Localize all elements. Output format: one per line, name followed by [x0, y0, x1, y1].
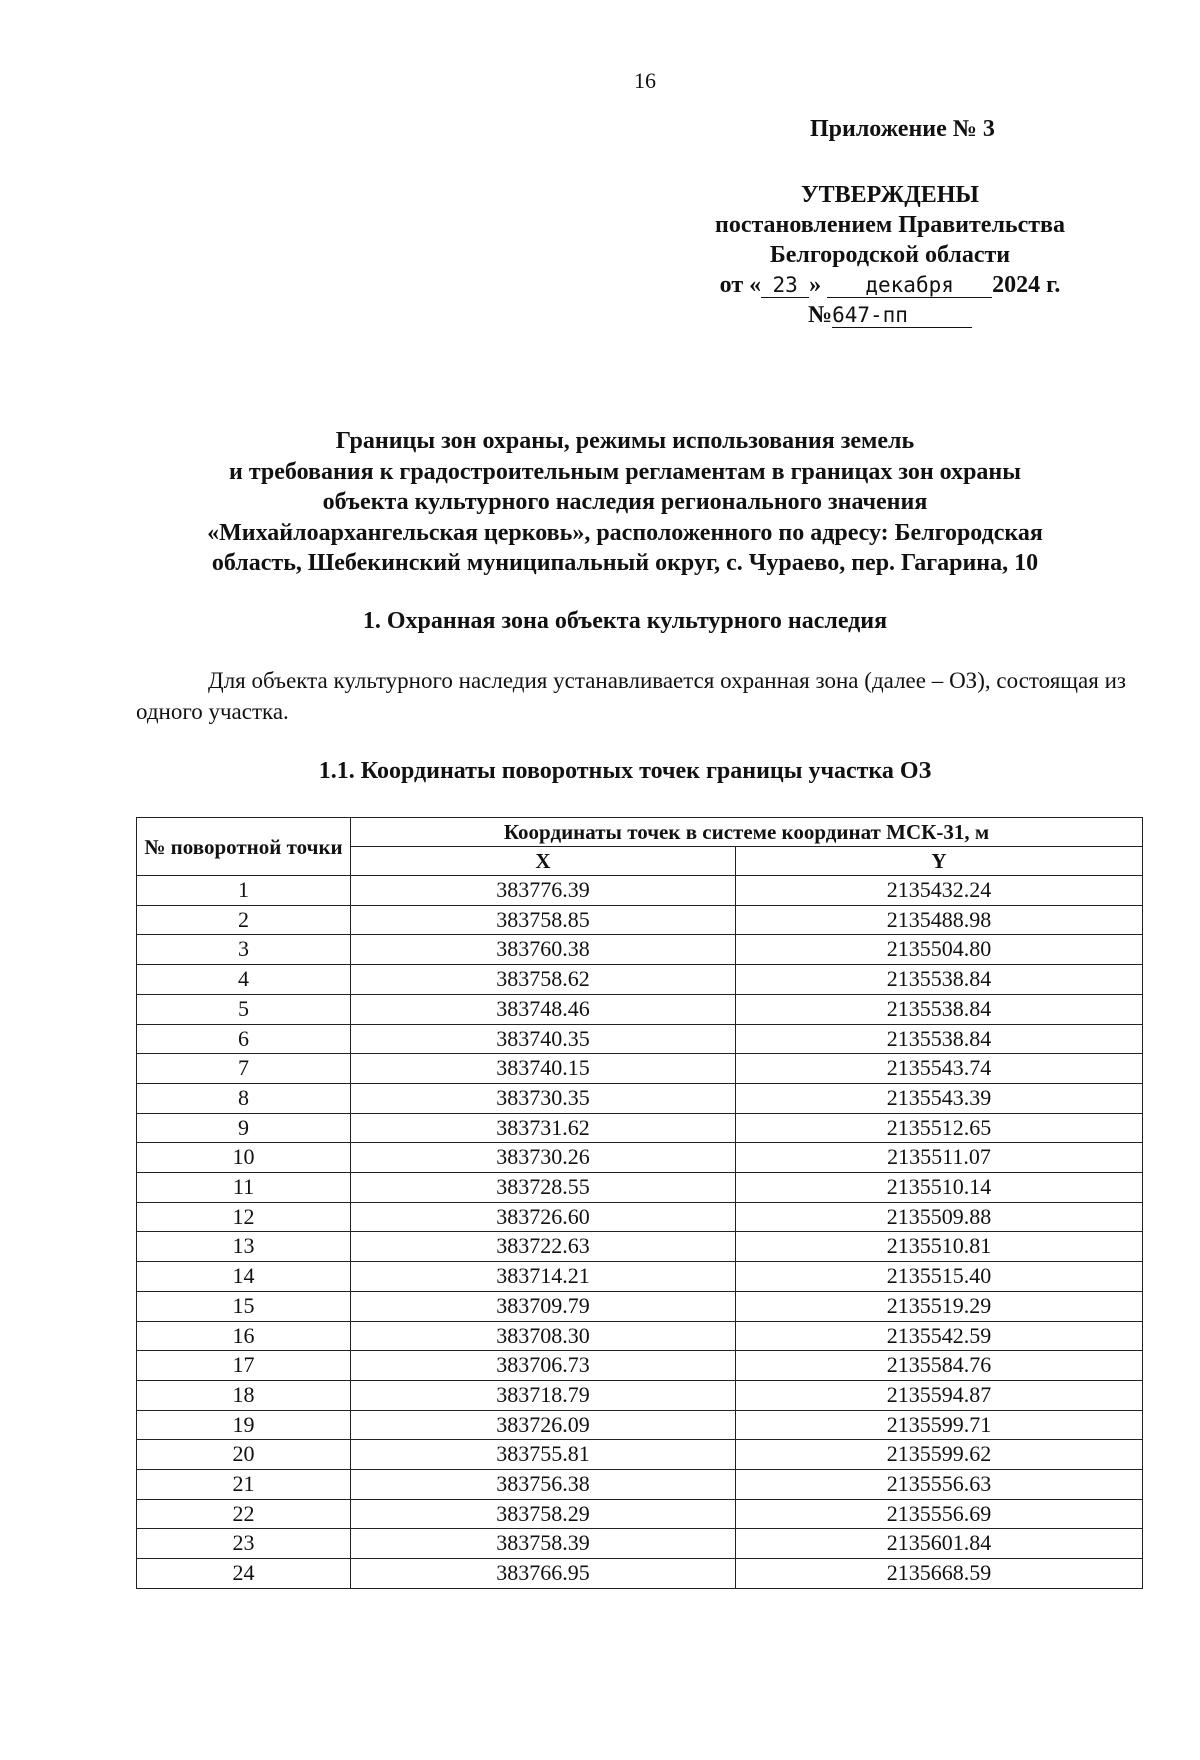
point-number-cell: 8 — [137, 1083, 351, 1113]
x-coordinate-cell: 383758.85 — [351, 905, 736, 935]
x-coordinate-cell: 383756.38 — [351, 1470, 736, 1500]
y-coordinate-cell: 2135509.88 — [736, 1202, 1143, 1232]
date-mid: » — [809, 272, 822, 298]
table-row — [137, 1024, 1143, 1054]
approved-label: УТВЕРЖДЕНЫ — [801, 182, 979, 208]
table-row — [137, 1380, 1143, 1410]
date-year: 2024 г. — [992, 272, 1061, 298]
point-number-cell: 11 — [137, 1173, 351, 1203]
y-coordinate-cell: 2135599.62 — [736, 1440, 1143, 1470]
x-coordinate-cell: 383740.35 — [351, 1024, 736, 1054]
y-coordinate-cell: 2135601.84 — [736, 1529, 1143, 1559]
y-coordinate-cell: 2135556.69 — [736, 1499, 1143, 1529]
document-title — [130, 426, 1120, 579]
table-row — [137, 1410, 1143, 1440]
point-number-cell: 6 — [137, 1024, 351, 1054]
x-coordinate-cell: 383722.63 — [351, 1232, 736, 1262]
appendix-label: Приложение № 3 — [810, 116, 995, 142]
table-row — [137, 1321, 1143, 1351]
y-coordinate-cell: 2135511.07 — [736, 1143, 1143, 1173]
point-number-cell: 4 — [137, 965, 351, 995]
x-coordinate-cell: 383726.09 — [351, 1410, 736, 1440]
table-row — [137, 1470, 1143, 1500]
table-row — [137, 1351, 1143, 1381]
table-row — [137, 965, 1143, 995]
table-row — [137, 905, 1143, 935]
table-row — [137, 1529, 1143, 1559]
x-coordinate-cell: 383748.46 — [351, 994, 736, 1024]
y-coordinate-cell: 2135543.39 — [736, 1083, 1143, 1113]
y-coordinate-cell: 2135599.71 — [736, 1410, 1143, 1440]
subsection-heading: 1.1. Координаты поворотных точек границы участка ОЗ — [318, 758, 932, 784]
x-coordinate-cell: 383758.39 — [351, 1529, 736, 1559]
table-row — [137, 1083, 1143, 1113]
point-number-cell: 13 — [137, 1232, 351, 1262]
point-number-cell: 12 — [137, 1202, 351, 1232]
y-coordinate-cell: 2135542.59 — [736, 1321, 1143, 1351]
approval-number — [640, 300, 1140, 330]
y-coordinate-cell: 2135515.40 — [736, 1262, 1143, 1292]
x-coordinate-cell: 383708.30 — [351, 1321, 736, 1351]
point-number-cell: 1 — [137, 876, 351, 906]
table-row — [137, 1440, 1143, 1470]
y-coordinate-cell: 2135488.98 — [736, 905, 1143, 935]
y-coordinate-cell: 2135538.84 — [736, 965, 1143, 995]
x-coordinate-cell: 383709.79 — [351, 1291, 736, 1321]
x-coordinate-cell: 383755.81 — [351, 1440, 736, 1470]
point-number-cell: 17 — [137, 1351, 351, 1381]
y-coordinate-cell: 2135668.59 — [736, 1559, 1143, 1589]
table-row — [137, 1559, 1143, 1589]
x-coordinate-cell: 383714.21 — [351, 1262, 736, 1292]
y-coordinate-cell: 2135543.74 — [736, 1054, 1143, 1084]
point-number-cell: 21 — [137, 1470, 351, 1500]
x-coordinate-cell: 383728.55 — [351, 1173, 736, 1203]
x-coordinate-cell: 383758.29 — [351, 1499, 736, 1529]
point-number-cell: 23 — [137, 1529, 351, 1559]
point-number-cell: 19 — [137, 1410, 351, 1440]
date-month: декабря — [827, 273, 992, 298]
header-x: X — [351, 847, 736, 876]
point-number-cell: 7 — [137, 1054, 351, 1084]
point-number-cell: 16 — [137, 1321, 351, 1351]
approval-resolution: постановлением Правительства — [714, 212, 1065, 238]
table-row — [137, 1291, 1143, 1321]
y-coordinate-cell: 2135538.84 — [736, 994, 1143, 1024]
table-row — [137, 1173, 1143, 1203]
y-coordinate-cell: 2135519.29 — [736, 1291, 1143, 1321]
y-coordinate-cell: 2135504.80 — [736, 935, 1143, 965]
table-row — [137, 1113, 1143, 1143]
title-line: объекта культурного наследия регионального значения — [322, 489, 928, 515]
y-coordinate-cell: 2135510.14 — [736, 1173, 1143, 1203]
table-row — [137, 1054, 1143, 1084]
table-row — [137, 935, 1143, 965]
y-coordinate-cell: 2135594.87 — [736, 1380, 1143, 1410]
title-line: область, Шебекинский муниципальный округ, с. Чураево, пер. Гагарина, 10 — [211, 550, 1039, 576]
intro-paragraph: Для объекта культурного наследия устанавливается охранная зона (далее – ОЗ), состоящая из одного участка. — [136, 668, 1126, 724]
date-prefix: от « — [719, 272, 762, 298]
x-coordinate-cell: 383758.62 — [351, 965, 736, 995]
number-value: 647-пп — [832, 303, 972, 328]
table-row — [137, 1499, 1143, 1529]
point-number-cell: 2 — [137, 905, 351, 935]
y-coordinate-cell: 2135584.76 — [736, 1351, 1143, 1381]
title-line: «Михайлоархангельская церковь», расположенного по адресу: Белгородская — [207, 519, 1043, 546]
x-coordinate-cell: 383766.95 — [351, 1559, 736, 1589]
table-row — [137, 1262, 1143, 1292]
x-coordinate-cell: 383776.39 — [351, 876, 736, 906]
point-number-cell: 24 — [137, 1559, 351, 1589]
y-coordinate-cell: 2135512.65 — [736, 1113, 1143, 1143]
coordinates-table — [136, 817, 1143, 1589]
point-number-cell: 10 — [137, 1143, 351, 1173]
table-row — [137, 1143, 1143, 1173]
x-coordinate-cell: 383706.73 — [351, 1351, 736, 1381]
title-line: Границы зон охраны, режимы использования земель — [335, 428, 915, 454]
x-coordinate-cell: 383718.79 — [351, 1380, 736, 1410]
point-number-cell: 5 — [137, 994, 351, 1024]
point-number-cell: 22 — [137, 1499, 351, 1529]
point-number-cell: 3 — [137, 935, 351, 965]
x-coordinate-cell: 383740.15 — [351, 1054, 736, 1084]
point-number-cell: 15 — [137, 1291, 351, 1321]
number-prefix: № — [807, 302, 833, 328]
y-coordinate-cell: 2135510.81 — [736, 1232, 1143, 1262]
y-coordinate-cell: 2135556.63 — [736, 1470, 1143, 1500]
table-row — [137, 876, 1143, 906]
table-row — [137, 1202, 1143, 1232]
approval-date — [640, 270, 1140, 300]
x-coordinate-cell: 383730.35 — [351, 1083, 736, 1113]
y-coordinate-cell: 2135432.24 — [736, 876, 1143, 906]
x-coordinate-cell: 383726.60 — [351, 1202, 736, 1232]
x-coordinate-cell: 383760.38 — [351, 935, 736, 965]
section-heading: 1. Охранная зона объекта культурного наследия — [362, 608, 888, 634]
point-number-cell: 14 — [137, 1262, 351, 1292]
point-number-cell: 9 — [137, 1113, 351, 1143]
title-line: и требования к градостроительным регламентам в границах зон охраны — [229, 458, 1021, 485]
header-y: Y — [736, 847, 1143, 876]
approval-block — [640, 180, 1140, 330]
x-coordinate-cell: 383731.62 — [351, 1113, 736, 1143]
point-number-cell: 20 — [137, 1440, 351, 1470]
coordinates-table-body — [137, 876, 1143, 1589]
date-day: 23 — [761, 273, 809, 298]
header-point-number: № поворотной точки — [137, 818, 351, 876]
page-number: 16 — [634, 68, 656, 93]
table-row — [137, 1232, 1143, 1262]
header-coordinates: Координаты точек в системе координат МСК-31, м — [351, 818, 1143, 847]
x-coordinate-cell: 383730.26 — [351, 1143, 736, 1173]
point-number-cell: 18 — [137, 1380, 351, 1410]
y-coordinate-cell: 2135538.84 — [736, 1024, 1143, 1054]
table-row — [137, 994, 1143, 1024]
approval-region: Белгородской области — [769, 242, 1011, 268]
